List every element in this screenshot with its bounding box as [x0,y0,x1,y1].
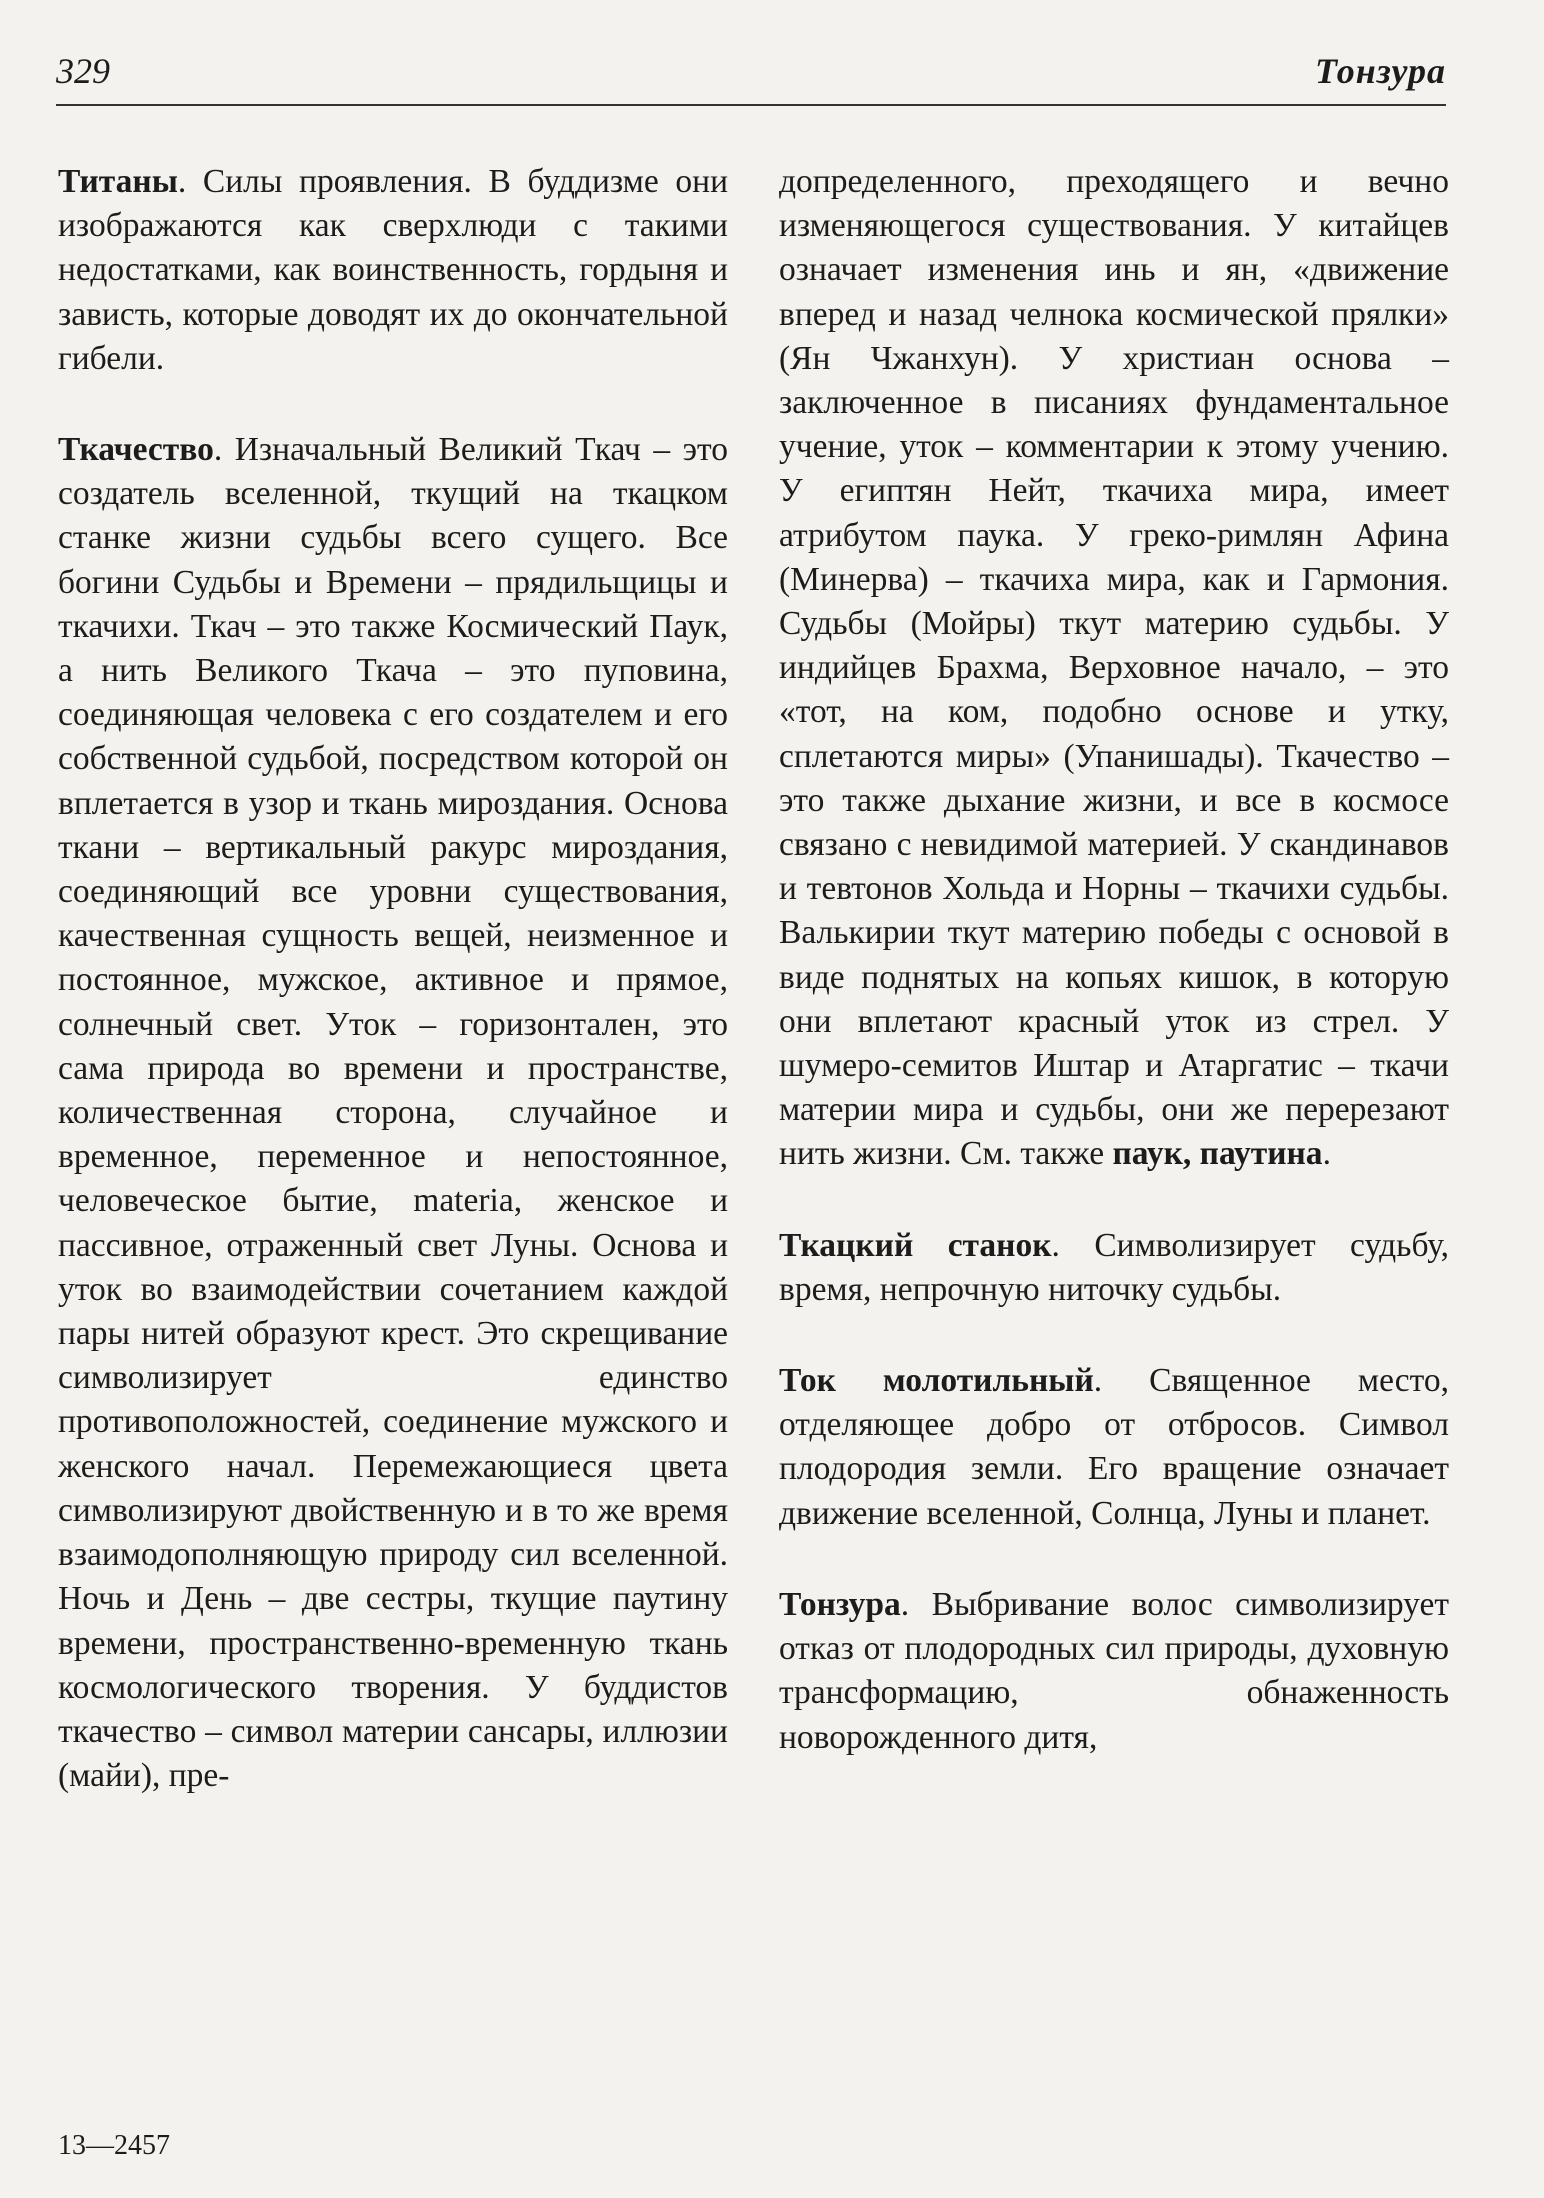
see-also-terms: паук, паутина [1112,1135,1323,1173]
header-rule [56,104,1446,106]
page-number: 329 [56,51,110,91]
entry-text: . Силы проявления. В буддизме они изображаются как сверхлюди с такими недостатками, как воинственность, гордыня и зависть, которые доводят их до окончательной гибели. [58,163,728,377]
entry-text: допределенного, преходящего и вечно изменяющегося существования. У китайцев означает изменения инь и ян, «движение вперед и назад челнока космической прялки» (Ян Чжанхун). У христиан основа – заключенное в писаниях фундаментальное учение, уток – комментарии к этому учению. У египтян Нейт, ткачиха мира, имеет атрибутом паука. У греко-римлян Афина (Минерва) – ткачиха мира, как и Гармония. Судьбы (Мойры) ткут материю судьбы. У индийцев Брахма, Верховное начало, – это «тот, на ком, подобно основе и утку, сплетаются миры» (Упанишады). Ткачество – это также дыхание жизни, и все в космосе связано с невидимой материей. У скандинавов и тевтонов Хольда и Норны – ткачихи судьбы. Валькирии ткут материю победы с основой в виде поднятых на копьях кишок, в которую они вплетают красный уток из стрел. У шумеро-семитов Иштар и Атаргатис – ткачи материи мира и судьбы, они же перерезают нить жизни. См. также [779,163,1449,1173]
right-column [779,160,1449,1807]
entry-tkachestvo-continued [779,160,1449,1177]
entry-text: . Выбривание волос символизирует отказ от плодородных сил природы, духовную трансформацию, обнаженность новорожденного дитя, [779,1585,1449,1756]
running-title: Тонзура [1315,51,1446,91]
page-header [56,50,1446,100]
left-column [58,160,728,1845]
entry-text: . Символизирует судьбу, время, непрочную ниточку судьбы. [779,1226,1449,1308]
printer-signature: 13—2457 [58,2130,170,2161]
entry-term: Ткачество [58,431,214,469]
entry-tkachestvo [58,428,728,1798]
entry-term: Ток молотильный [779,1362,1094,1400]
entry-text: . Изначальный Великий Ткач – это создатель вселенной, ткущий на ткацком станке жизни судьбы всего сущего. Все богини Судьбы и Времени – прядильщицы и ткачихи. Ткач – это также Космический Паук, а нить Великого Ткача – это пуповина, соединяющая человека с его создателем и его собственной судьбой, посредством которой он вплетается в узор и ткань мироздания. Основа ткани – вертикальный ракурс мироздания, соединяющий все уровни существования, качественная сущность вещей, неизменное и постоянное, мужское, активное и прямое, солнечный свет. Уток – горизонтален, это сама природа во времени и пространстве, количественная сторона, случайное и временное, переменное и непостоянное, человеческое бытие, materia, женское и пассивное, отраженный свет Луны. Основа и уток во взаимодействии сочетанием каждой пары нитей образуют крест. Это скрещивание символизирует единство противоположностей, соединение мужского и женского начал. Перемежающиеся цвета символизируют двойственную и в то же время взаимодополняющую природу сил вселенной. Ночь и День – две сестры, ткущие паутину времени, пространственно-временную ткань космологического творения. У буддистов ткачество – символ материи сансары, иллюзии (майи), пре- [58,431,728,1795]
entry-term: Тонзура [779,1585,901,1623]
entry-term: Ткацкий станок [779,1226,1052,1264]
entry-text: . Священное место, отделяющее добро от отбросов. Символ плодородия земли. Его вращение означает движение вселенной, Солнца, Луны и планет. [779,1362,1449,1532]
entry-tok-molotilny [779,1359,1449,1536]
entry-term: Титаны [58,163,178,200]
entry-text-end: . [1322,1135,1331,1173]
entry-titany [58,160,728,381]
entry-tkatsky-stanok [779,1224,1449,1312]
entry-tonzura [779,1583,1449,1760]
